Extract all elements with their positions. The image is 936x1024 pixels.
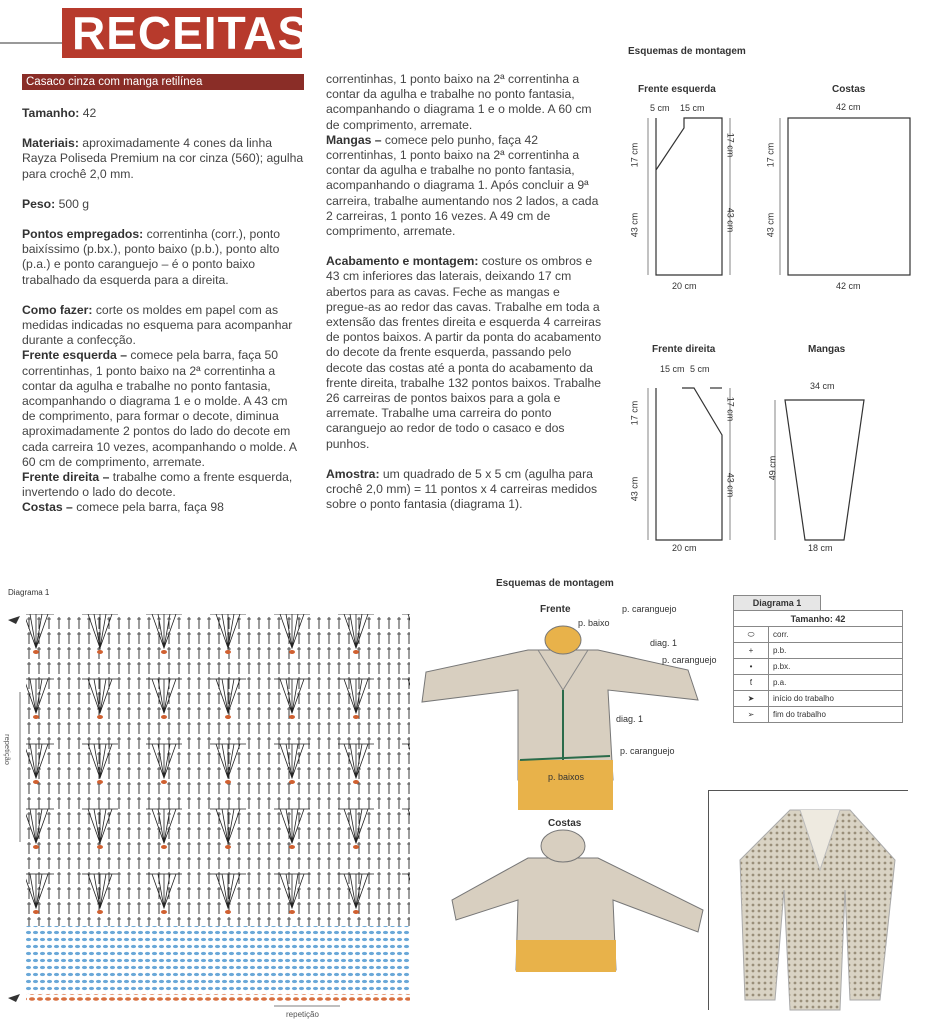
finishing-text: costure os ombros e 43 cm inferiores das laterais, deixando 17 cm abertos para as cavas. Feche as mangas e pregue-as ao redor das cavas. Trabalhe em toda a extensão das frentes direita e esquerda 4 carreiras de pontos baixos. A partir da ponta do acabamento do decote da frente esquerda, passando pelo decote das costas até a ponta do acabamento da frente direita, trabalhe 132 pontos baixos. Trabalhe 26 carreiras de pontos baixos para a gola e arremate. Trabalhe uma carreira do ponto caranguejo ao redor de todo o casaco e dos punhos. bbox=[326, 254, 602, 451]
sleeves-label: Mangas – bbox=[326, 132, 382, 147]
legend-title: Diagrama 1 bbox=[733, 595, 821, 610]
left-front-piece bbox=[656, 118, 722, 275]
label-p-caranguejo-1: p. caranguejo bbox=[622, 604, 677, 614]
legend-label-2: p.bx. bbox=[769, 659, 903, 675]
front-label: Frente bbox=[540, 604, 571, 615]
legend-symbol-5: ➢ bbox=[734, 707, 769, 723]
legend-label-1: p.b. bbox=[769, 643, 903, 659]
gauge-label: Amostra: bbox=[326, 466, 380, 481]
legend-label-4: início do trabalho bbox=[769, 691, 903, 707]
recipe-column-2 bbox=[326, 72, 602, 512]
left-front-label: Frente esquerda – bbox=[22, 348, 127, 363]
legend-label-0: corr. bbox=[769, 627, 903, 643]
howto-para bbox=[22, 303, 304, 349]
crochet-diagram bbox=[4, 600, 414, 1010]
back-text: comece pela barra, faça 98 bbox=[72, 500, 224, 515]
legend-symbol-0: ⬭ bbox=[734, 627, 769, 643]
start-arrow-icon bbox=[8, 616, 20, 624]
legend-size: Tamanho: 42 bbox=[734, 611, 903, 627]
right-front-right-bottom: 43 cm bbox=[725, 472, 736, 498]
label-diag-1a: diag. 1 bbox=[650, 638, 678, 648]
left-front-right-top: 17 cm bbox=[725, 132, 736, 158]
back-garment bbox=[452, 830, 703, 972]
page-title: RECEITAS bbox=[62, 8, 302, 58]
sleeves-para bbox=[326, 133, 602, 239]
right-front-para bbox=[22, 470, 304, 500]
stitches-text: correntinha (corr.), ponto baixíssimo (p.bx.), ponto baixo (p.b.), ponto alto (p.a.) e ponto caranguejo – é o ponto baixo trabalhado da esquerda para a direita. bbox=[22, 227, 281, 287]
back-left-top: 17 cm bbox=[765, 142, 776, 168]
stitch-legend bbox=[733, 595, 903, 723]
howto-label: Como fazer: bbox=[22, 302, 93, 317]
finishing-label: Acabamento e montagem: bbox=[326, 254, 479, 269]
back-piece bbox=[788, 118, 910, 275]
header-rule bbox=[0, 42, 62, 44]
montagem-title: Esquemas de montagem bbox=[496, 578, 614, 589]
right-front-left-top: 17 cm bbox=[629, 400, 640, 426]
right-front-top-b: 5 cm bbox=[690, 364, 710, 374]
finishing-para bbox=[326, 254, 602, 452]
label-p-caranguejo-3: p. caranguejo bbox=[620, 746, 675, 756]
back-top: 42 cm bbox=[836, 102, 861, 112]
gauge-para bbox=[326, 467, 602, 513]
left-front-top-b: 15 cm bbox=[680, 103, 705, 113]
right-front-text: trabalhe como a frente esquerda, invertendo o lado do decote. bbox=[22, 470, 293, 500]
materials-label: Materiais: bbox=[22, 136, 79, 151]
left-front-bottom: 20 cm bbox=[672, 281, 697, 291]
legend-label-3: p.a. bbox=[769, 675, 903, 691]
right-front-title: Frente direita bbox=[652, 344, 716, 355]
weight-line bbox=[22, 197, 304, 212]
legend-symbol-2: • bbox=[734, 659, 769, 675]
front-garment bbox=[422, 626, 698, 810]
back-label: Costas – bbox=[22, 500, 73, 515]
left-front-para bbox=[22, 348, 304, 470]
left-front-top-a: 5 cm bbox=[650, 103, 670, 113]
legend-symbol-1: + bbox=[734, 643, 769, 659]
right-front-left-bottom: 43 cm bbox=[629, 476, 640, 502]
recipe-subtitle: Casaco cinza com manga retilínea bbox=[22, 74, 304, 90]
size-line bbox=[22, 106, 304, 121]
recipe-column-1 bbox=[22, 106, 304, 516]
left-front-left-bottom: 43 cm bbox=[629, 212, 640, 238]
label-p-baixo: p. baixo bbox=[578, 618, 610, 628]
diagram-repeat-bottom: repetição bbox=[286, 1010, 319, 1019]
sleeves-bottom: 18 cm bbox=[808, 543, 833, 553]
back-title: Costas bbox=[832, 84, 866, 95]
left-front-left-top: 17 cm bbox=[629, 142, 640, 168]
weight-label: Peso: bbox=[22, 196, 56, 211]
left-front-text: comece pela barra, faça 50 correntinhas, 1 ponto baixo na 2ª correntinha a contar da agulha e trabalhe no ponto fantasia, acompanhando o diagrama 1 e o molde. A 43 cm de comprimento, para formar o decote, diminua aproximadamente 2 pontos do lado do decote em cada carreira 10 vezes, acompanhando o molde. A 60 cm de comprimento, arremate. bbox=[22, 348, 297, 469]
materials-para bbox=[22, 136, 304, 182]
howto-text: corte os moldes em papel com as medidas indicadas no esquema para acompanhar durante a confecção. bbox=[22, 302, 293, 348]
right-front-top-a: 15 cm bbox=[660, 364, 685, 374]
gauge-text: um quadrado de 5 x 5 cm (agulha para crochê 2,0 mm) = 11 pontos x 4 carreiras medidos sobre o ponto fantasia (diagrama 1). bbox=[326, 466, 598, 512]
left-front-right-bottom: 43 cm bbox=[725, 207, 736, 233]
garment-photo bbox=[720, 800, 920, 1015]
stitches-label: Pontos empregados: bbox=[22, 227, 144, 242]
materials-text: aproximadamente 4 cones da linha Rayza Poliseda Premium na cor cinza (560); agulha para crochê 2,0 mm. bbox=[22, 136, 304, 181]
stitches-para bbox=[22, 227, 304, 288]
diagram-title: Diagrama 1 bbox=[8, 588, 50, 597]
sleeve-piece bbox=[785, 400, 864, 540]
back-label: Costas bbox=[548, 818, 582, 829]
sleeves-title: Mangas bbox=[808, 344, 846, 355]
right-front-right-top: 17 cm bbox=[725, 396, 736, 422]
label-diag-1b: diag. 1 bbox=[616, 714, 644, 724]
label-p-caranguejo-2: p. caranguejo bbox=[662, 655, 717, 665]
diagram-repeat-side: repetição bbox=[2, 734, 12, 765]
right-front-piece bbox=[656, 388, 722, 540]
left-front-title: Frente esquerda bbox=[638, 84, 716, 95]
back-left-bottom: 43 cm bbox=[765, 212, 776, 238]
legend-label-5: fim do trabalho bbox=[769, 707, 903, 723]
right-front-label: Frente direita – bbox=[22, 470, 110, 485]
end-arrow-icon bbox=[8, 994, 20, 1002]
sleeves-text: comece pelo punho, faça 42 correntinhas, 1 ponto baixo na 2ª correntinha a contar da agulha e trabalhe no ponto fantasia, acompanhando o diagrama 1. Após concluir a 9ª carreira, trabalhe aumentando nos 2 lados, a cada 2 carreiras, 1 ponto 16 vezes. A 49 cm de comprimento, arremate. bbox=[326, 132, 599, 239]
back-para bbox=[22, 500, 304, 515]
photo-frame-left bbox=[708, 790, 709, 1010]
schemas-title: Esquemas de montagem bbox=[628, 46, 746, 57]
size-value: 42 bbox=[79, 106, 97, 120]
garment-drawings bbox=[418, 620, 718, 1010]
legend-symbol-3: ƭ bbox=[734, 675, 769, 691]
size-label: Tamanho: bbox=[22, 106, 80, 120]
back-bottom: 42 cm bbox=[836, 281, 861, 291]
legend-symbol-4: ➤ bbox=[734, 691, 769, 707]
back-continued: correntinhas, 1 ponto baixo na 2ª correntinha a contar da agulha e trabalhe no ponto fantasia, acompanhando o diagrama 1 e o molde. A 60 cm de comprimento, arremate. bbox=[326, 72, 592, 132]
sleeves-top: 34 cm bbox=[810, 381, 835, 391]
right-front-bottom: 20 cm bbox=[672, 543, 697, 553]
photo-frame-top bbox=[708, 790, 908, 791]
label-p-baixos: p. baixos bbox=[548, 772, 585, 782]
sleeves-left: 49 cm bbox=[767, 455, 778, 481]
weight-value: 500 g bbox=[55, 196, 90, 211]
